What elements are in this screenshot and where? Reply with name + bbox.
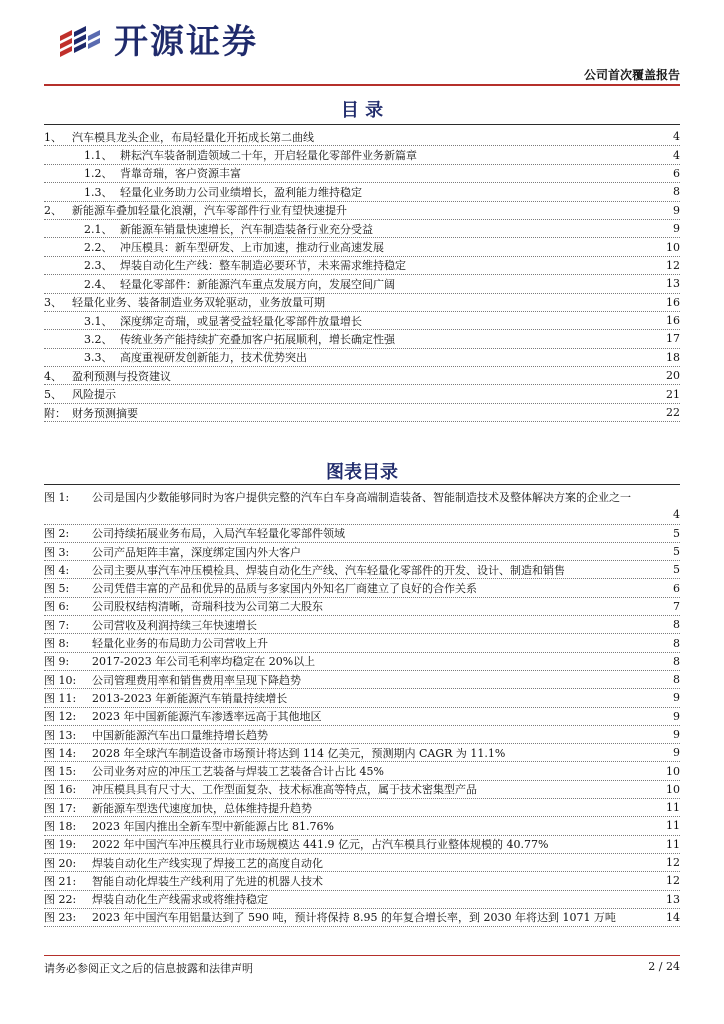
- figure-number: 图 23:: [44, 911, 77, 925]
- toc-entry-number: 3.2、: [84, 332, 113, 346]
- figure-page: 6: [673, 581, 680, 595]
- figure-page: 10: [666, 782, 680, 796]
- toc-entry[interactable]: [44, 202, 680, 220]
- toc-entry-number: 1.3、: [84, 185, 113, 199]
- figure-caption: 冲压模具具有尺寸大、工作型面复杂、技术标准高等特点，属于技术密集型产品: [92, 783, 477, 797]
- toc-entry-number: 3、: [44, 296, 62, 310]
- toc-entry[interactable]: [44, 367, 680, 385]
- toc-entry-number: 4、: [44, 369, 62, 383]
- figure-entry[interactable]: [44, 689, 680, 707]
- figure-number: 图 14:: [44, 746, 77, 760]
- toc-entry-title: 轻量化零部件：新能源汽车重点发展方向，发展空间广阔: [120, 277, 395, 291]
- figure-caption: 新能源车型迭代速度加快，总体维持提升趋势: [92, 801, 312, 815]
- company-logo: [58, 22, 258, 62]
- figure-page: 4: [673, 508, 680, 522]
- toc-entry-title: 新能源车销量快速增长，汽车制造装备行业充分受益: [120, 222, 373, 236]
- figure-page: 5: [673, 526, 680, 540]
- figure-number: 图 6:: [44, 600, 70, 614]
- figure-entry[interactable]: [44, 634, 680, 652]
- toc-entry-page: 18: [666, 350, 680, 364]
- table-of-contents: [44, 128, 680, 422]
- toc-entry[interactable]: [44, 349, 680, 367]
- toc-entry-number: 5、: [44, 388, 62, 402]
- figure-caption: 2017-2023 年公司毛利率均稳定在 20%以上: [92, 655, 316, 669]
- figure-page: 10: [666, 764, 680, 778]
- figures-divider: [44, 484, 680, 485]
- toc-entry-number: 3.3、: [84, 351, 113, 365]
- toc-entry-title: 财务预测摘要: [72, 406, 138, 420]
- figure-caption: 2022 年中国汽车冲压模具行业市场规模达 441.9 亿元，占汽车模具行业整体规模的 40.77%: [92, 838, 549, 852]
- toc-entry-title: 新能源车叠加轻量化浪潮，汽车零部件行业有望快速提升: [72, 204, 347, 218]
- toc-entry-page: 22: [666, 406, 680, 420]
- figure-entry[interactable]: [44, 726, 680, 744]
- figure-number: 图 20:: [44, 856, 77, 870]
- toc-entry[interactable]: [44, 257, 680, 275]
- figure-number: 图 9:: [44, 655, 70, 669]
- toc-entry-title: 焊装自动化生产线：整车制造必要环节，未来需求维持稳定: [120, 259, 406, 273]
- figure-number: 图 4:: [44, 563, 70, 577]
- figure-caption: 公司管理费用率和销售费用率呈现下降趋势: [92, 673, 301, 687]
- figure-page: 9: [673, 746, 680, 760]
- figure-caption: 2023 年国内推出全新车型中新能源占比 81.76%: [92, 819, 334, 833]
- figure-caption: 2023 年中国新能源汽车渗透率远高于其他地区: [92, 710, 322, 724]
- figure-page: 9: [673, 709, 680, 723]
- figure-caption: 2028 年全球汽车制造设备市场预计将达到 114 亿美元，预测期内 CAGR 为 11.1%: [92, 746, 506, 760]
- figure-entry[interactable]: [44, 854, 680, 872]
- figure-caption: 公司是国内少数能够同时为客户提供完整的汽车白车身高端制造装备、智能制造技术及整体解决方案的企业之一: [92, 491, 631, 505]
- toc-entry-number: 2、: [44, 204, 62, 218]
- figure-page: 5: [673, 545, 680, 559]
- figure-number: 图 2:: [44, 527, 70, 541]
- toc-entry-number: 1、: [44, 130, 62, 144]
- figure-page: 8: [673, 618, 680, 632]
- toc-entry[interactable]: [44, 165, 680, 183]
- toc-entry[interactable]: [44, 312, 680, 330]
- toc-entry-number: 2.4、: [84, 277, 113, 291]
- figure-page: 12: [666, 874, 680, 888]
- figure-entry[interactable]: [44, 781, 680, 799]
- figure-caption: 公司股权结构清晰，奇瑞科技为公司第二大股东: [92, 600, 323, 614]
- toc-entry-number: 2.3、: [84, 259, 113, 273]
- toc-entry[interactable]: [44, 183, 680, 201]
- figure-entry[interactable]: [44, 543, 680, 561]
- figure-page: 12: [666, 856, 680, 870]
- figure-entry[interactable]: [44, 598, 680, 616]
- toc-entry[interactable]: [44, 220, 680, 238]
- toc-entry-page: 12: [666, 258, 680, 272]
- toc-entry-title: 冲压模具：新车型研发、上市加速，推动行业高速发展: [120, 241, 384, 255]
- figure-number: 图 15:: [44, 765, 77, 779]
- toc-entry-page: 21: [666, 387, 680, 401]
- figure-page: 8: [673, 636, 680, 650]
- toc-title: 目 录: [340, 100, 384, 121]
- toc-entry-number: 1.2、: [84, 167, 113, 181]
- toc-entry-page: 4: [673, 130, 680, 144]
- header-divider: [44, 84, 680, 86]
- figure-caption: 焊装自动化生产线需求或将维持稳定: [92, 893, 268, 907]
- toc-entry[interactable]: [44, 275, 680, 293]
- toc-entry-title: 轻量化业务助力公司业绩增长，盈利能力维持稳定: [120, 185, 362, 199]
- figure-number: 图 12:: [44, 710, 77, 724]
- figure-page: 11: [666, 837, 680, 851]
- toc-entry-number: 1.1、: [84, 149, 113, 163]
- toc-entry[interactable]: [44, 330, 680, 348]
- figure-number: 图 1:: [44, 491, 70, 505]
- toc-entry-page: 17: [666, 332, 680, 346]
- figure-number: 图 7:: [44, 618, 70, 632]
- figure-page: 8: [673, 654, 680, 668]
- toc-entry-title: 传统业务产能持续扩充叠加客户拓展顺利，增长确定性强: [120, 332, 395, 346]
- figure-caption: 公司持续拓展业务布局，入局汽车轻量化零部件领域: [92, 527, 345, 541]
- figure-number: 图 21:: [44, 874, 77, 888]
- toc-entry-title: 耕耘汽车装备制造领域二十年，开启轻量化零部件业务新篇章: [120, 149, 417, 163]
- figure-entry[interactable]: [44, 561, 680, 579]
- figure-page: 11: [666, 819, 680, 833]
- toc-entry-title: 深度绑定奇瑞，或显著受益轻量化零部件放量增长: [120, 314, 362, 328]
- figures-title: 图表目录: [326, 462, 398, 483]
- figure-caption: 公司营收及利润持续三年快速增长: [92, 618, 257, 632]
- figure-entry[interactable]: [44, 525, 680, 543]
- figure-entry[interactable]: [44, 653, 680, 671]
- toc-entry-page: 9: [673, 203, 680, 217]
- toc-entry[interactable]: [44, 404, 680, 422]
- figure-entry[interactable]: [44, 836, 680, 854]
- figure-entry[interactable]: [44, 579, 680, 597]
- figure-entry[interactable]: [44, 744, 680, 762]
- figure-caption: 2023 年中国汽车用铝量达到了 590 吨，预计将保持 8.95 的年复合增长率，到 2030 年将达到 1071 万吨: [92, 911, 616, 925]
- brand-name: 开源证券: [114, 22, 258, 62]
- figure-caption: 公司凭借丰富的产品和优异的品质与多家国内外知名厂商建立了良好的合作关系: [92, 582, 477, 596]
- figure-page: 9: [673, 691, 680, 705]
- page-number: 2 / 24: [648, 960, 680, 973]
- figure-entry[interactable]: [44, 671, 680, 689]
- figure-entry[interactable]: [44, 616, 680, 634]
- figure-number: 图 5:: [44, 582, 70, 596]
- figure-number: 图 19:: [44, 838, 77, 852]
- figure-page: 7: [673, 599, 680, 613]
- figure-number: 图 11:: [44, 691, 77, 705]
- toc-entry-title: 盈利预测与投资建议: [72, 369, 171, 383]
- list-of-figures: [44, 488, 680, 927]
- figure-number: 图 10:: [44, 673, 77, 687]
- figure-number: 图 8:: [44, 637, 70, 651]
- figure-number: 图 22:: [44, 893, 77, 907]
- legal-disclaimer: 请务必参阅正文之后的信息披露和法律声明: [44, 962, 253, 975]
- figure-entry[interactable]: [44, 708, 680, 726]
- figure-number: 图 16:: [44, 783, 77, 797]
- figure-entry[interactable]: [44, 762, 680, 780]
- figure-caption: 焊装自动化生产线实现了焊接工艺的高度自动化: [92, 856, 323, 870]
- toc-entry-page: 10: [666, 240, 680, 254]
- toc-entry[interactable]: [44, 128, 680, 146]
- toc-entry-page: 9: [673, 222, 680, 236]
- figure-caption: 智能自动化焊装生产线利用了先进的机器人技术: [92, 874, 323, 888]
- toc-entry[interactable]: [44, 146, 680, 164]
- toc-entry-title: 风险提示: [72, 388, 116, 402]
- figure-caption: 中国新能源汽车出口量维持增长趋势: [92, 728, 268, 742]
- figure-number: 图 13:: [44, 728, 77, 742]
- logo-mark-icon: [58, 22, 108, 62]
- report-type: 公司首次覆盖报告: [583, 68, 680, 82]
- figure-page: 8: [673, 673, 680, 687]
- figure-entry[interactable]: [44, 872, 680, 890]
- figure-page: 14: [666, 910, 680, 924]
- toc-entry-number: 附：: [44, 406, 66, 420]
- toc-entry-page: 13: [666, 277, 680, 291]
- figure-page: 11: [666, 801, 680, 815]
- figure-number: 图 18:: [44, 819, 77, 833]
- toc-entry-number: 2.2、: [84, 241, 113, 255]
- figure-entry[interactable]: [44, 891, 680, 909]
- toc-entry-page: 4: [673, 148, 680, 162]
- figure-page: 13: [666, 892, 680, 906]
- toc-entry-page: 6: [673, 166, 680, 180]
- figure-number: 图 3:: [44, 545, 70, 559]
- toc-entry-page: 16: [666, 295, 680, 309]
- page-header: [0, 0, 724, 86]
- figure-caption: 公司主要从事汽车冲压模检具、焊装自动化生产线、汽车轻量化零部件的开发、设计、制造和销售: [92, 563, 565, 577]
- toc-entry[interactable]: [44, 385, 680, 403]
- toc-divider: [44, 124, 680, 125]
- figure-page: 9: [673, 728, 680, 741]
- toc-entry-title: 高度重视研发创新能力，技术优势突出: [120, 351, 307, 365]
- toc-entry-number: 2.1、: [84, 222, 113, 236]
- toc-entry-page: 16: [666, 314, 680, 328]
- figure-page: 5: [673, 563, 680, 577]
- toc-entry[interactable]: [44, 294, 680, 312]
- figure-entry[interactable]: [44, 488, 680, 506]
- figure-entry[interactable]: [44, 817, 680, 835]
- figure-number: 图 17:: [44, 801, 77, 815]
- figure-entry[interactable]: [44, 799, 680, 817]
- figure-caption: 2013-2023 年新能源汽车销量持续增长: [92, 691, 288, 705]
- toc-entry-number: 3.1、: [84, 314, 113, 328]
- figure-caption: 轻量化业务的布局助力公司营收上升: [92, 637, 268, 651]
- toc-entry-title: 轻量化业务、装备制造业务双轮驱动，业务放量可期: [72, 296, 325, 310]
- toc-entry-title: 背靠奇瑞，客户资源丰富: [120, 167, 241, 181]
- figure-caption: 公司产品矩阵丰富，深度绑定国内外大客户: [92, 545, 301, 559]
- toc-entry-page: 8: [673, 185, 680, 199]
- figure-entry[interactable]: [44, 909, 680, 927]
- toc-entry[interactable]: [44, 238, 680, 256]
- figure-caption: 公司业务对应的冲压工艺装备与焊装工艺装备合计占比 45%: [92, 765, 384, 779]
- toc-entry-page: 20: [666, 369, 680, 383]
- footer-divider: [44, 955, 680, 956]
- figure-entry-continuation[interactable]: [44, 506, 680, 524]
- toc-entry-title: 汽车模具龙头企业，布局轻量化开拓成长第二曲线: [72, 130, 314, 144]
